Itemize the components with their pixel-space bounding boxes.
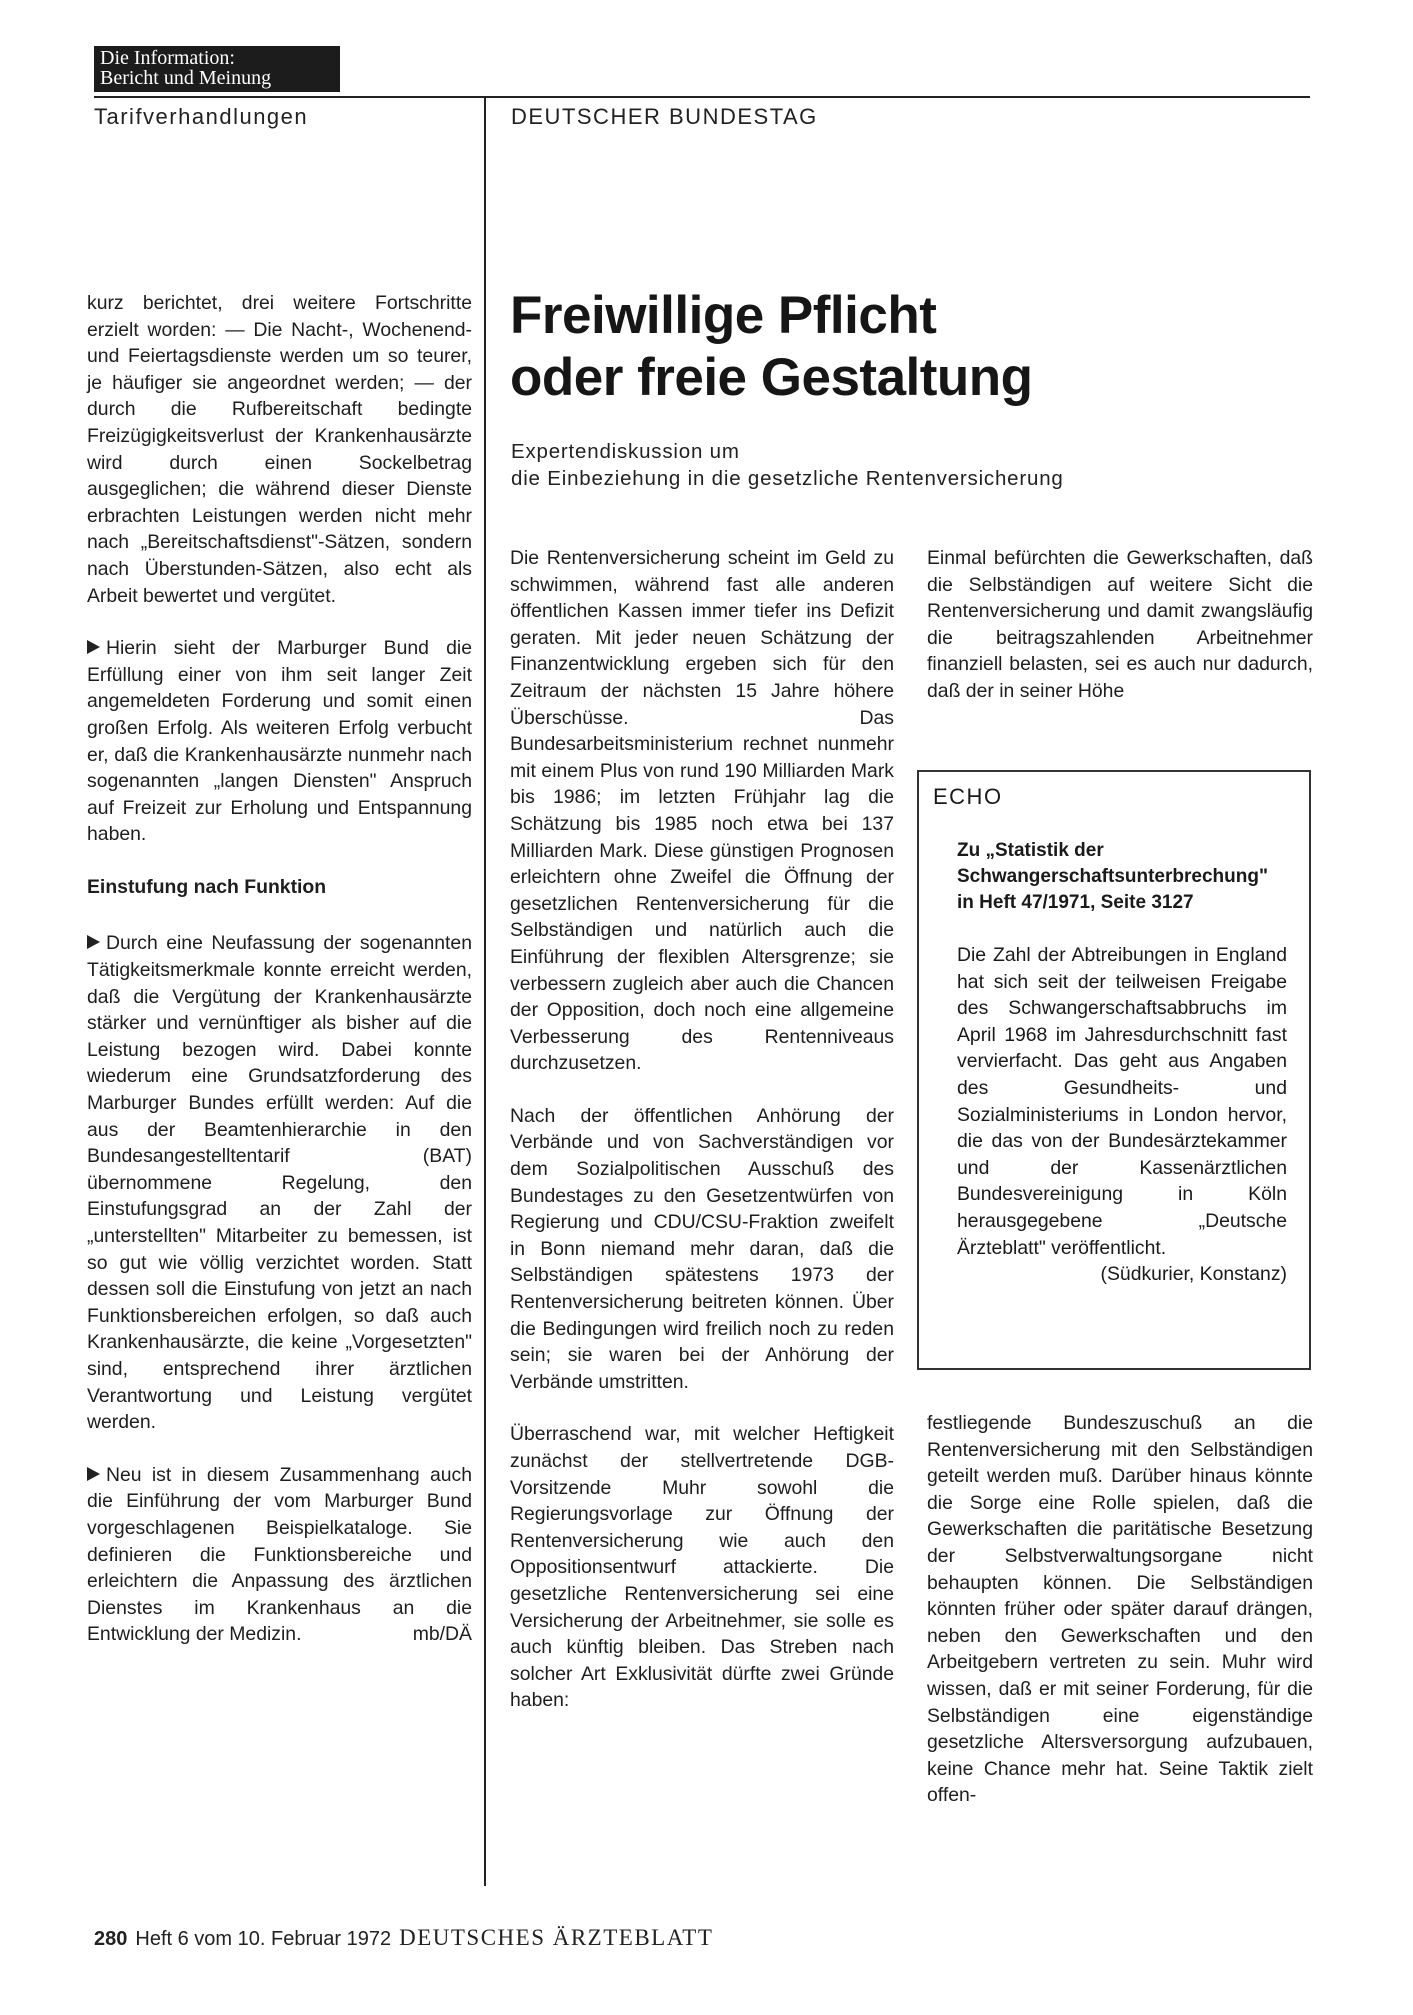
right-paragraph-2: festliegende Bundeszuschuß an die Rentenversicherung mit den Selbständigen geteilt werden muß. Darüber hinaus könnte die Sorge eine Rolle spielen, daß die Gewerkschaften die paritätische Besetzung der Selbstverwaltungsorgane nicht behaupten können. Die Selbständigen könnten früher oder später darauf drängen, neben den Gewerkschaften und den Arbeitgebern vertreten zu sein. Muhr wird wissen, daß er mit seiner Forderung, für die Selbständigen eine eigenständige gesetzliche Altersversorgung aufzubauen, keine Chance mehr hat. Seine Taktik zielt offen-: [927, 1412, 1313, 1807]
right-column-top: [927, 545, 1313, 705]
headline-line-1: Freiwillige Pflicht: [510, 286, 937, 345]
left-column: [87, 290, 472, 1648]
subtitle-line-1: Expertendiskussion um: [511, 440, 740, 463]
right-paragraph-1: Einmal befürchten die Gewerkschaften, daß die Selbständigen auf weitere Sicht die Rentenversicherung und damit zwangsläufig die beitragszahlenden Arbeitnehmer finanziell belasten, sei es auch nur dadurch, daß der in seiner Höhe: [927, 547, 1313, 702]
page-number: 280: [94, 1928, 128, 1950]
article-headline: [510, 285, 1033, 409]
middle-column: [510, 545, 894, 1714]
echo-label: ECHO: [933, 784, 1003, 809]
echo-reference: Zu „Statistik der Schwangerschaftsunterbrechung" in Heft 47/1971, Seite 3127: [957, 840, 1268, 913]
header-rule: [94, 96, 1310, 98]
page-footer: [94, 1925, 713, 1951]
issue-info: Heft 6 vom 10. Februar 1972: [135, 1928, 392, 1950]
left-signature: mb/DÄ: [412, 1623, 472, 1646]
column-divider: [484, 96, 486, 1886]
right-column-bottom: [927, 1410, 1313, 1809]
subtitle-line-2: die Einbeziehung in die gesetzliche Rentenversicherung: [511, 467, 1064, 490]
bullet-triangle-icon: [87, 935, 100, 949]
echo-box: [917, 770, 1311, 1370]
headline-line-2: oder freie Gestaltung: [510, 348, 1033, 407]
left-subheading: Einstufung nach Funktion: [87, 875, 327, 898]
magazine-name: DEUTSCHES ÄRZTEBLATT: [399, 1925, 714, 1950]
article-subtitle: [511, 438, 1064, 492]
middle-paragraph-1: Die Rentenversicherung scheint im Geld zu schwimmen, während fast alle anderen öffentlichen Kassen immer tiefer ins Defizit geraten. Mit jeder neuen Schätzung der Finanzentwicklung ergeben sich für den Zeitraum der nächsten 15 Jahre höhere Überschüsse. Das Bundesarbeitsministerium rechnet nunmehr mit einem Plus von rund 190 Milliarden Mark bis 1986; im letzten Frühjahr lag die Schätzung bis 1985 noch etwa bei 137 Milliarden Mark. Diese günstigen Prognosen erleichtern ohne Zweifel die Öffnung der gesetzlichen Rentenversicherung für die Selbständigen und natürlich auch die Einführung der flexiblen Altersgrenze; sie verbessern zugleich aber auch die Chancen der Opposition, doch noch eine allgemeine Verbesserung des Rentenniveaus durchzusetzen.: [510, 547, 894, 1075]
section-label-left: Tarifverhandlungen: [94, 104, 309, 129]
badge-line-2: Bericht und Meinung: [100, 67, 272, 89]
left-paragraph-4: Neu ist in diesem Zusammenhang auch die Einführung der vom Marburger Bund vorgeschlagenen Beispielkataloge. Sie definieren die Funktionsbereiche und erleichtern die Anpassung des ärztlichen Dienstes im Krankenhaus an die Entwicklung der Medizin. mb/DÄ: [87, 1462, 472, 1648]
left-paragraph-1: kurz berichtet, drei weitere Fortschritte erzielt worden: — Die Nacht-, Wochenend- und Feiertagsdienste werden um so teurer, je häufiger sie angeordnet werden; — der durch die Rufbereitschaft bedingte Freizügigkeitsverlust der Krankenhausärzte wird durch einen Sockelbetrag ausgeglichen; die während dieser Dienste erbrachten Leistungen werden nicht mehr nach „Bereitschaftsdienst"-Sätzen, sondern nach Überstunden-Sätzen, also echt als Arbeit bewertet und vergütet.: [87, 292, 472, 607]
bullet-triangle-icon: [87, 1467, 100, 1481]
middle-paragraph-2: Nach der öffentlichen Anhörung der Verbände und von Sachverständigen vor dem Sozialpolitischen Ausschuß des Bundestages zu den Gesetzentwürfen von Regierung und CDU/CSU-Fraktion zweifelt in Bonn niemand mehr daran, daß die Selbständigen spätestens 1973 der Rentenversicherung beitreten können. Über die Bedingungen wird freilich noch zu reden sein; sie waren bei der Anhörung der Verbände umstritten.: [510, 1104, 894, 1393]
badge-line-1: Die Information:: [100, 47, 235, 69]
section-badge: [94, 46, 340, 92]
bullet-triangle-icon: [87, 640, 100, 654]
echo-source: (Südkurier, Konstanz): [1100, 1263, 1287, 1286]
left-paragraph-2: Hierin sieht der Marburger Bund die Erfüllung einer von ihm seit langer Zeit angemeldeten Forderung und somit einen großen Erfolg. Als weiteren Erfolg verbucht er, daß die Krankenhausärzte nunmehr nach sogenannten „langen Diensten" Anspruch auf Freizeit zur Erholung und Entspannung haben.: [87, 637, 472, 846]
left-paragraph-3: Durch eine Neufassung der sogenannten Tätigkeitsmerkmale konnte erreicht werden, daß die Vergütung der Krankenhausärzte stärker und vernünftiger als bisher auf die Leistung bezogen wird. Dabei konnte wiederum eine Grundsatzforderung des Marburger Bundes erfüllt werden: Auf die aus der Beamtenhierarchie in den Bundesangestelltentarif (BAT) übernommene Regelung, den Einstufungsgrad an der Zahl der „unterstellten" Mitarbeiter zu bemessen, ist so gut wie völlig verzichtet worden. Statt dessen soll die Einstufung von jetzt an nach Funktionsbereichen erfolgen, so daß auch Krankenhausärzte, die keine „Vorgesetzten" sind, entsprechend ihrer ärztlichen Verantwortung und Leistung vergütet werden.: [87, 932, 472, 1434]
echo-text: Die Zahl der Abtreibungen in England hat sich seit der teilweisen Freigabe des Schwangerschaftsabbruchs im April 1968 im Jahresdurchschnitt fast vervierfacht. Das geht aus Angaben des Gesundheits- und Sozialministeriums in London hervor, die das von der Bundesärztekammer und der Kassenärztlichen Bundesvereinigung in Köln herausgegebene „Deutsche Ärzteblatt" veröffentlicht.: [957, 944, 1287, 1259]
middle-paragraph-3: Überraschend war, mit welcher Heftigkeit zunächst der stellvertretende DGB-Vorsitzende Muhr sowohl die Regierungsvorlage zur Öffnung der Rentenversicherung wie auch den Oppositionsentwurf attackierte. Die gesetzliche Rentenversicherung sei eine Versicherung der Arbeitnehmer, sie solle es auch künftig bleiben. Das Streben nach solcher Art Exklusivität dürfte zwei Gründe haben:: [510, 1423, 894, 1712]
section-label-right: DEUTSCHER BUNDESTAG: [511, 104, 818, 129]
